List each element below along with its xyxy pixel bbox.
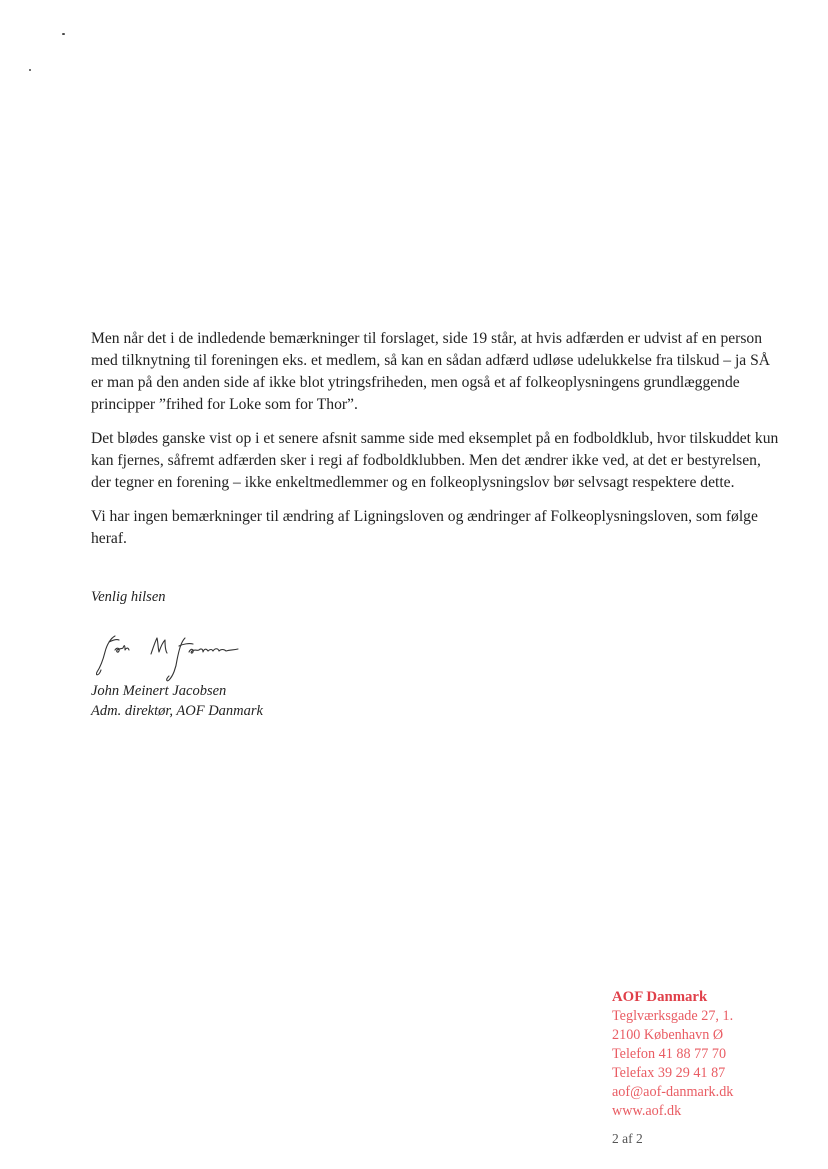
letter-paragraph: Vi har ingen bemærkninger til ændring af Ligningsloven og ændringer af Folkeoplysningsloven, som følge heraf. xyxy=(91,508,758,547)
letter-paragraph: Men når det i de indledende bemærkninger til forslaget, side 19 står, at hvis adfærden er udvist af en person med tilknytning til foreningen eks. et medlem, så kan en sådan adfærd udløse udelukkelse fra tilskud – ja SÅ er man på den anden side af ikke blot ytringsfriheden, men også et af folkeoplysningens grundlæggende principper ”frihed for Loke som for Thor”. xyxy=(91,330,771,413)
page-number: 2 af 2 xyxy=(612,1131,643,1146)
letter-paragraph: Det blødes ganske vist op i et senere afsnit samme side med eksemplet på en fodboldklub, hvor tilskuddet kun kan fjernes, såfremt adfærden sker i regi af fodboldklubben. Men det ændrer ikke ved, at det er bestyrelsen, der tegner en forening – ikke enkeltmedlemmer og en folkeoplysningslov bør selvsagt respektere dette. xyxy=(91,430,779,491)
footer-phone: Telefon 41 88 77 70 xyxy=(612,1046,727,1062)
closing-salutation: Venlig hilsen xyxy=(91,589,166,605)
letter-body xyxy=(91,328,781,562)
footer-fax: Telefax 39 29 41 87 xyxy=(612,1065,726,1081)
footer-organization: AOF Danmark xyxy=(612,989,708,1005)
handwritten-signature xyxy=(93,632,253,684)
footer-website: www.aof.dk xyxy=(612,1103,682,1119)
scan-speck xyxy=(62,33,65,35)
signer-block xyxy=(91,681,263,721)
footer-street: Teglværksgade 27, 1. xyxy=(612,1008,734,1024)
scan-speck xyxy=(29,69,31,71)
signer-title: Adm. direktør, AOF Danmark xyxy=(91,703,263,719)
footer-address xyxy=(612,988,733,1121)
footer-city: 2100 København Ø xyxy=(612,1027,724,1043)
footer-email: aof@aof-danmark.dk xyxy=(612,1084,734,1100)
signer-name: John Meinert Jacobsen xyxy=(91,683,227,699)
